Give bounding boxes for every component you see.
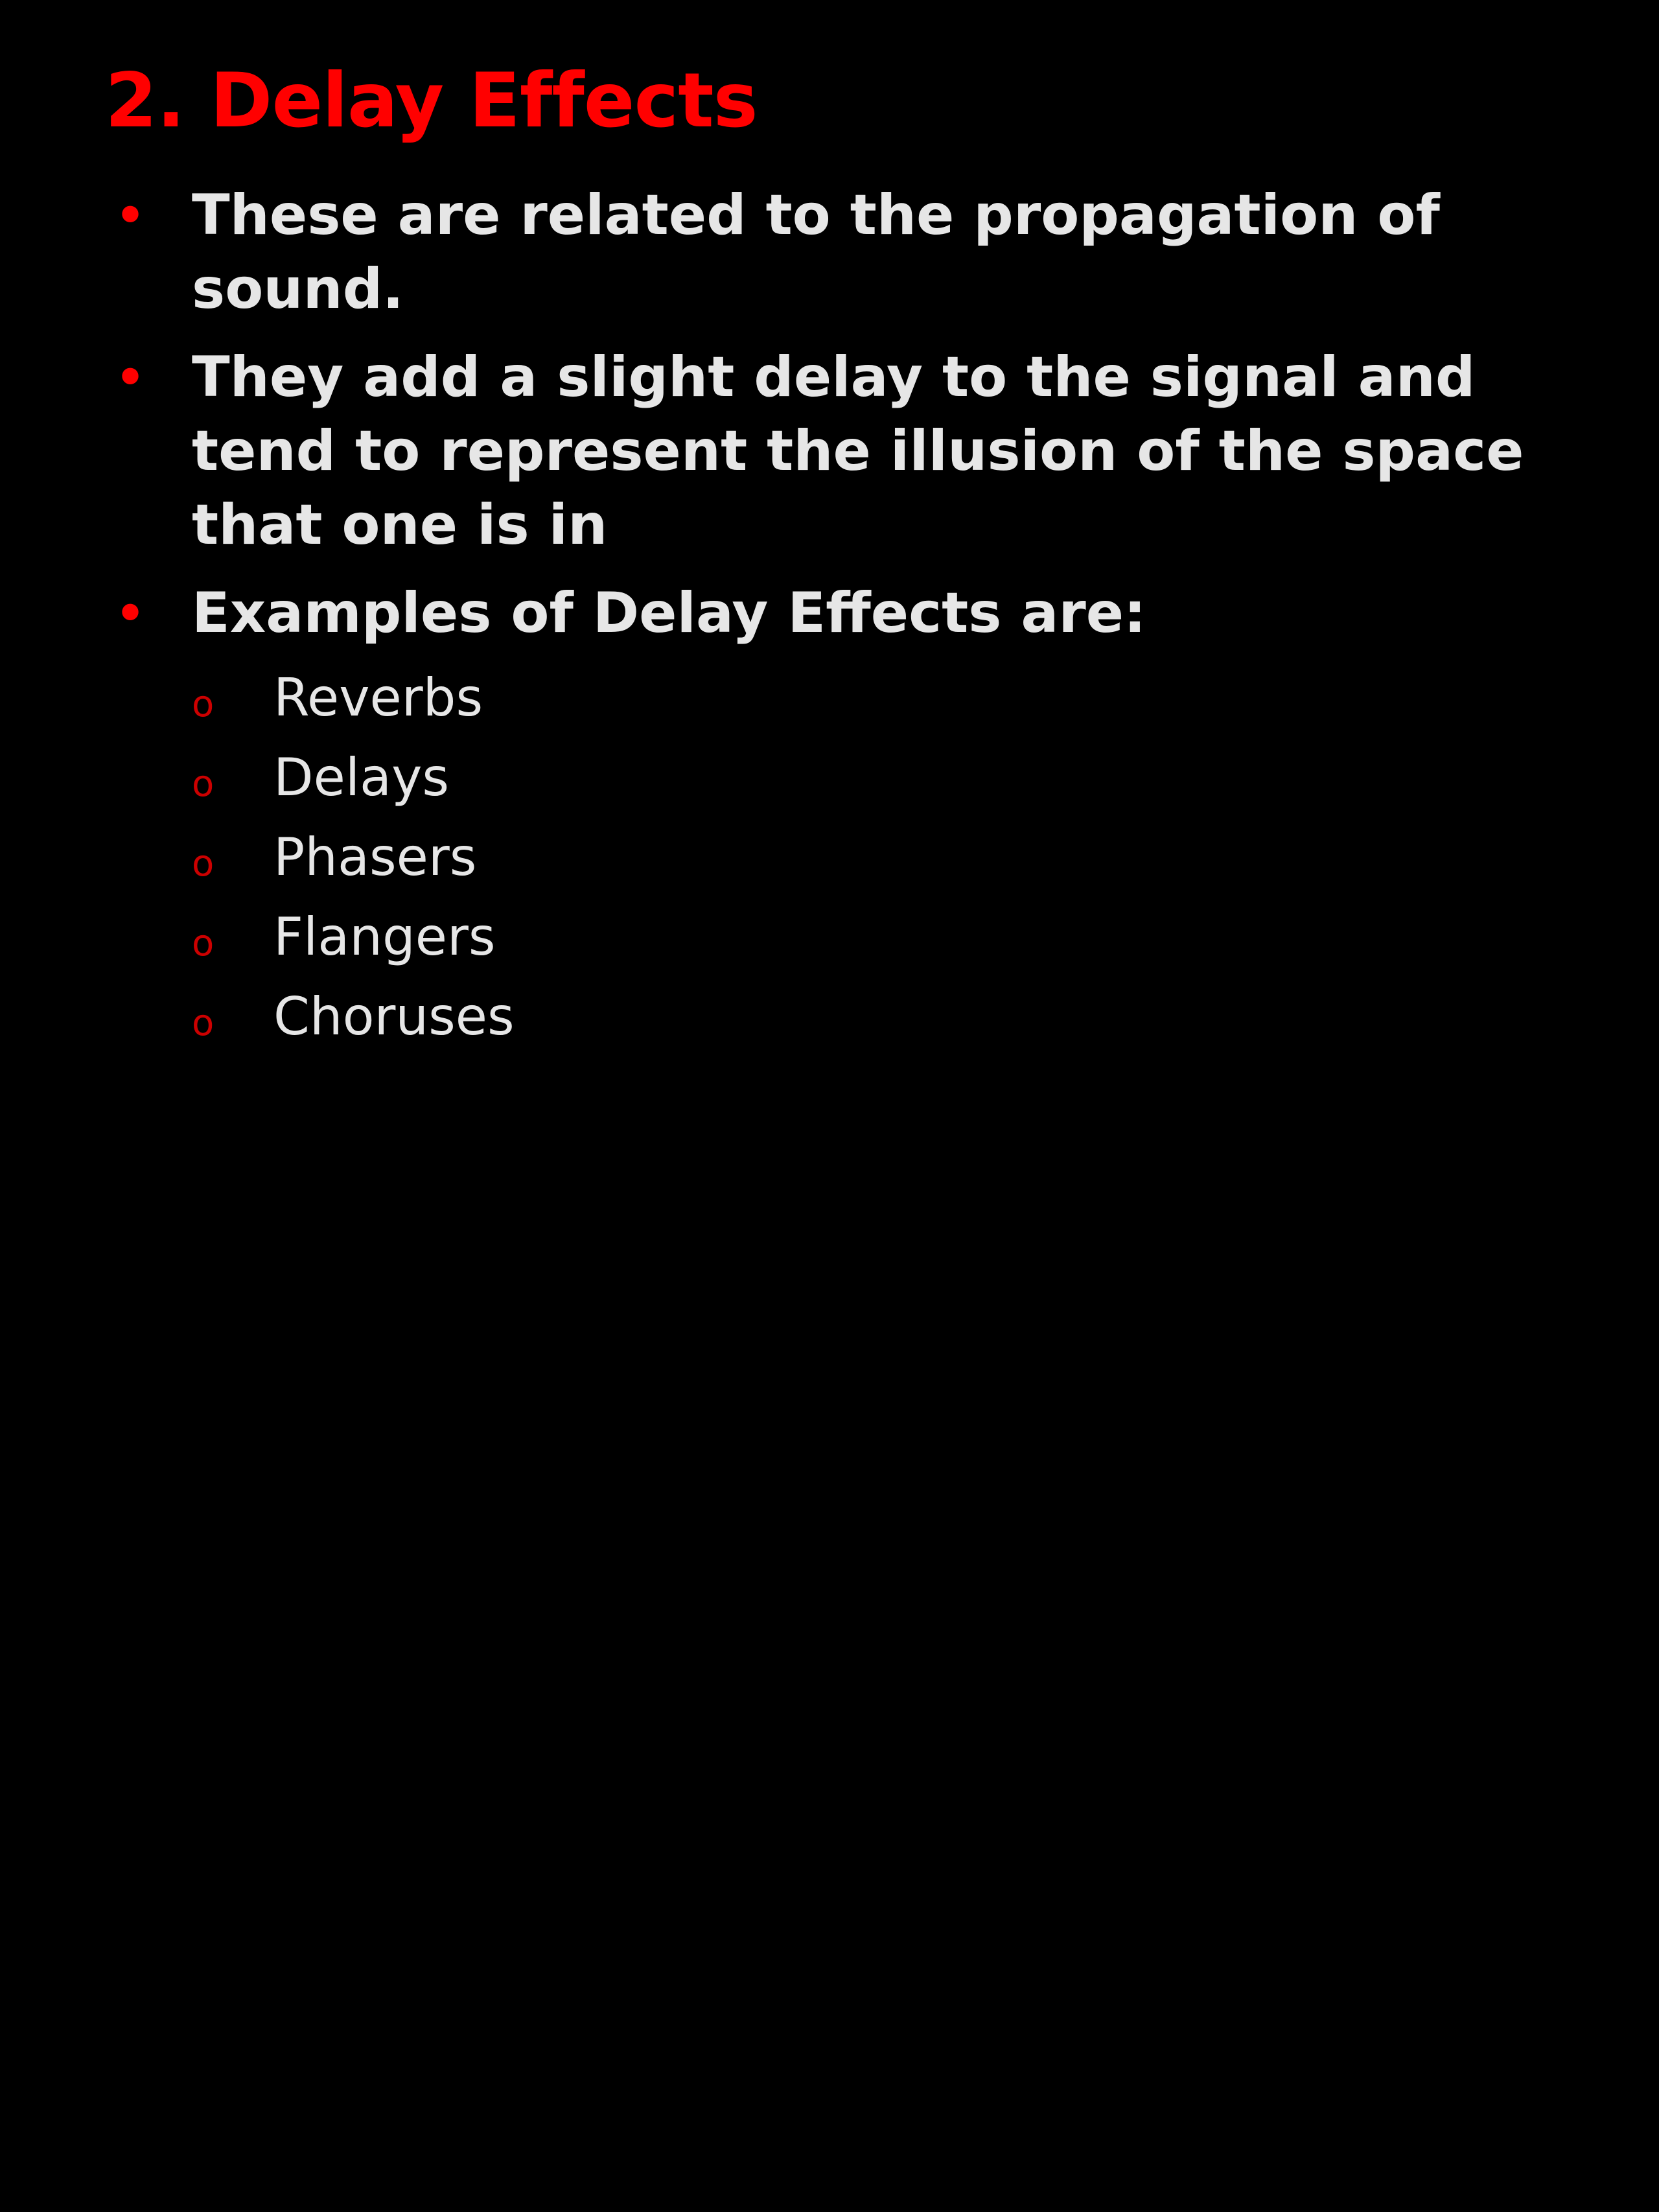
- sub-bullet-marker: o: [192, 843, 215, 885]
- example-text: Phasers: [273, 827, 477, 887]
- example-item-reverbs: [192, 658, 1562, 738]
- example-text: Reverbs: [273, 668, 483, 728]
- example-text: Delays: [273, 747, 450, 808]
- example-item-delays: [192, 738, 1562, 817]
- bullet-text: They add a slight delay to the signal and tend to represent the illusion of the space that one is in: [192, 345, 1524, 557]
- bullet-item: [0, 576, 1659, 1056]
- sub-bullet-marker: o: [192, 922, 215, 964]
- example-item-choruses: [192, 977, 1562, 1056]
- bullet-marker: •: [115, 586, 146, 640]
- sub-bullet-marker: o: [192, 763, 215, 805]
- sub-bullet-marker: o: [192, 683, 215, 725]
- example-text: Flangers: [273, 907, 496, 967]
- examples-list: [192, 658, 1562, 1056]
- sub-bullet-marker: o: [192, 1002, 215, 1044]
- example-item-flangers: [192, 897, 1562, 977]
- bullet-item: [0, 340, 1659, 562]
- bullet-text: Examples of Delay Effects are:: [192, 581, 1146, 646]
- bullet-marker: •: [115, 350, 146, 404]
- bullet-item: [0, 178, 1659, 326]
- slide-title: 2. Delay Effects: [105, 57, 758, 145]
- bullet-text: These are related to the propagation of sound.: [192, 183, 1440, 321]
- bullet-marker: •: [115, 188, 146, 242]
- example-text: Choruses: [273, 986, 515, 1047]
- example-item-phasers: [192, 817, 1562, 897]
- bullet-list: [0, 178, 1659, 1071]
